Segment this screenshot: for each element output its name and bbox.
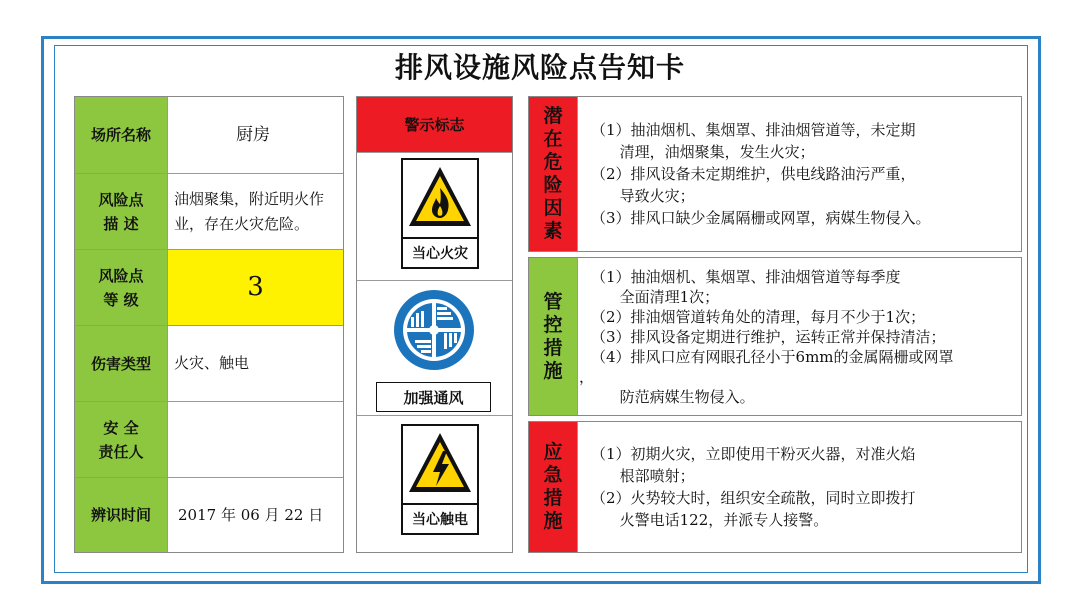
- ventilation-sign-label: 加强通风: [376, 382, 491, 412]
- shock-sign-cell: [357, 415, 512, 552]
- info-row-harm-type: [75, 325, 343, 401]
- info-label: 辨识时间: [75, 478, 168, 552]
- ventilation-sign-cell: [357, 280, 512, 415]
- info-row-date: [75, 477, 343, 552]
- warning-signs-column: [356, 96, 513, 553]
- info-row-description: [75, 173, 343, 249]
- shock-sign-label: 当心触电: [403, 503, 477, 533]
- info-label: 伤害类型: [75, 326, 168, 401]
- control-measures-section: [528, 257, 1022, 416]
- info-row-level: [75, 249, 343, 325]
- card-title: 排风设施风险点告知卡: [394, 51, 685, 84]
- electric-shock-icon: [403, 426, 477, 505]
- info-label: 风险点 描 述: [75, 174, 168, 249]
- emergency-measures-text: （1）初期火灾，立即使用干粉灭火器，对准火焰 根部喷射； （2）火势较大时，组织安全疏散，同时立即拨打 火警电话122，并派专人接警。: [591, 445, 916, 529]
- info-label: 安 全 责任人: [75, 402, 168, 477]
- emergency-measures-section: [528, 421, 1022, 553]
- ventilation-icon: [393, 289, 475, 371]
- info-table: [74, 96, 344, 553]
- potential-hazards-text: （1）抽油烟机、集烟罩、排油烟管道等，未定期 清理，油烟聚集，发生火灾； （2）排风设备未定期维护，供电线路油污严重， 导致火灾； （3）排风口缺少金属隔栅或网罩，病媒生物侵入。: [591, 121, 931, 227]
- info-value: [168, 402, 343, 477]
- info-value: 油烟聚集，附近明火作 业，存在火灾危险。: [174, 189, 325, 233]
- shock-warning-sign: [401, 424, 479, 535]
- info-row-responsible: [75, 401, 343, 477]
- potential-hazards-tag: 潜 在 危 险 因 素: [529, 97, 578, 251]
- emergency-measures-tag: 应 急 措 施: [529, 422, 578, 552]
- warning-signs-header: 警示标志: [357, 97, 512, 153]
- info-value: 火灾、触电: [174, 354, 250, 372]
- info-label: 风险点 等 级: [75, 250, 168, 325]
- risk-level-value: 3: [168, 250, 343, 325]
- info-row-location: [75, 97, 343, 173]
- fire-warning-sign: [401, 158, 479, 269]
- control-measures-tag: 管 控 措 施: [529, 258, 578, 415]
- fire-sign-cell: [357, 153, 512, 280]
- info-label: 场所名称: [75, 97, 168, 173]
- info-value: 厨房: [236, 124, 270, 145]
- control-measures-text: （1）抽油烟机、集烟罩、排油烟管道等每季度 全面清理1次； （2）排油烟管道转角处的清理，每月不少于1次； （3）排风设备定期进行维护，运转正常并保持清洁； （4）排风口应有网眼孔径小于6mm的金属隔栅或网罩 ， 防范病媒生物侵入。: [579, 267, 954, 406]
- info-value: 2017 年 06 月 22 日: [178, 505, 324, 524]
- fire-sign-label: 当心火灾: [403, 237, 477, 267]
- fire-warning-icon: [403, 160, 477, 239]
- potential-hazards-section: [528, 96, 1022, 252]
